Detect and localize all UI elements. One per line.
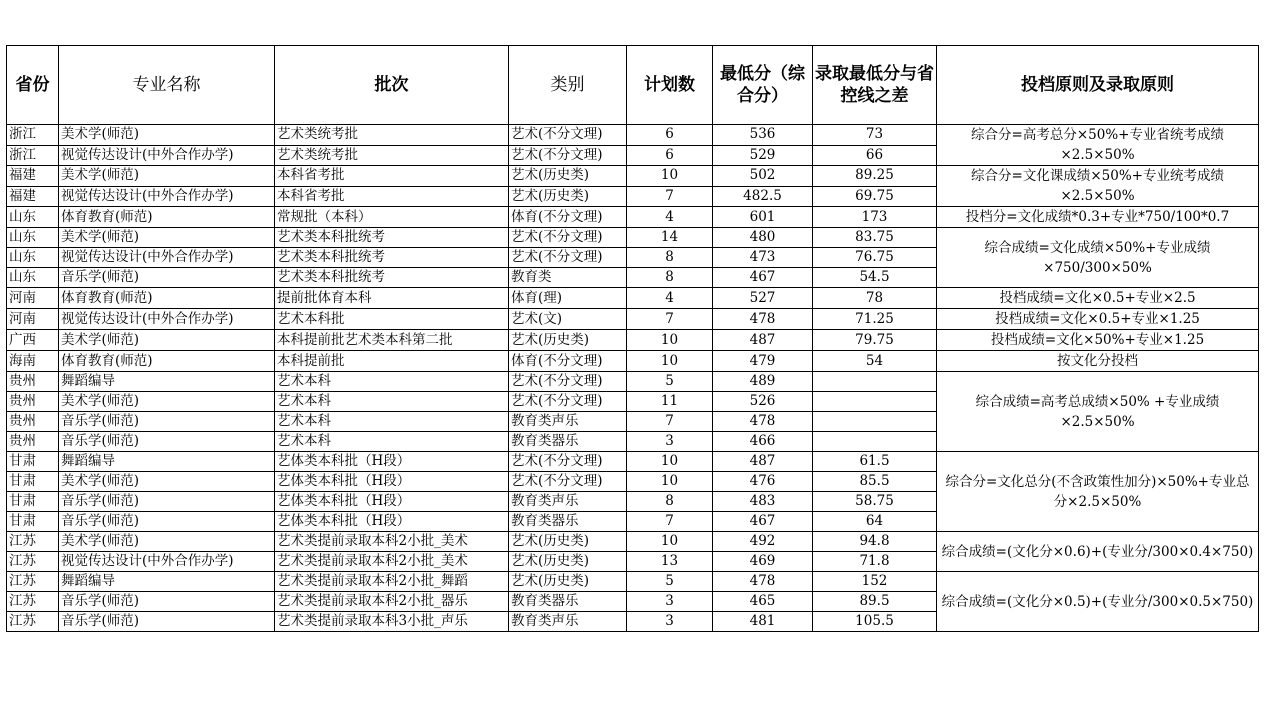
cell-rule: 投档成绩=文化×0.5+专业×1.25 bbox=[937, 309, 1259, 330]
cell-batch: 艺术类本科批统考 bbox=[275, 248, 509, 268]
table-row bbox=[7, 207, 1259, 228]
cell-rule: 投档分=文化成绩*0.3+专业*750/100*0.7 bbox=[937, 207, 1259, 228]
cell-batch: 艺术本科 bbox=[275, 372, 509, 392]
cell-plan: 5 bbox=[627, 572, 713, 592]
cell-category: 艺术(不分文理) bbox=[509, 145, 627, 166]
cell-category: 体育(不分文理) bbox=[509, 207, 627, 228]
cell-batch: 艺术本科 bbox=[275, 412, 509, 432]
cell-min: 478 bbox=[713, 412, 813, 432]
cell-category: 体育(理) bbox=[509, 288, 627, 309]
cell-batch: 本科省考批 bbox=[275, 166, 509, 187]
cell-category: 艺术(不分文理) bbox=[509, 452, 627, 472]
cell-plan: 10 bbox=[627, 452, 713, 472]
cell-diff: 54.5 bbox=[813, 268, 937, 288]
cell-min: 479 bbox=[713, 351, 813, 372]
cell-plan: 14 bbox=[627, 228, 713, 248]
cell-province: 山东 bbox=[7, 228, 59, 248]
cell-min: 529 bbox=[713, 145, 813, 166]
cell-min: 483 bbox=[713, 492, 813, 512]
cell-batch: 艺体类本科批（H段） bbox=[275, 452, 509, 472]
cell-major: 视觉传达设计(中外合作办学) bbox=[59, 186, 275, 207]
cell-diff: 85.5 bbox=[813, 472, 937, 492]
cell-major: 音乐学(师范) bbox=[59, 512, 275, 532]
cell-province: 浙江 bbox=[7, 145, 59, 166]
cell-batch: 艺术本科批 bbox=[275, 309, 509, 330]
cell-diff: 71.25 bbox=[813, 309, 937, 330]
cell-batch: 本科提前批 bbox=[275, 351, 509, 372]
cell-min: 487 bbox=[713, 452, 813, 472]
cell-min: 489 bbox=[713, 372, 813, 392]
cell-major: 美术学(师范) bbox=[59, 330, 275, 351]
cell-plan: 5 bbox=[627, 372, 713, 392]
cell-category: 教育类器乐 bbox=[509, 512, 627, 532]
cell-diff: 79.75 bbox=[813, 330, 937, 351]
cell-category: 体育(不分文理) bbox=[509, 351, 627, 372]
cell-batch: 艺体类本科批（H段） bbox=[275, 472, 509, 492]
header-category: 类别 bbox=[509, 46, 627, 125]
cell-min: 487 bbox=[713, 330, 813, 351]
cell-category: 艺术(历史类) bbox=[509, 572, 627, 592]
cell-plan: 7 bbox=[627, 186, 713, 207]
cell-plan: 7 bbox=[627, 309, 713, 330]
cell-diff bbox=[813, 392, 937, 412]
cell-province: 甘肃 bbox=[7, 512, 59, 532]
cell-category: 教育类器乐 bbox=[509, 592, 627, 612]
cell-min: 467 bbox=[713, 268, 813, 288]
cell-category: 教育类 bbox=[509, 268, 627, 288]
cell-category: 艺术(历史类) bbox=[509, 532, 627, 552]
cell-major: 体育教育(师范) bbox=[59, 288, 275, 309]
cell-plan: 3 bbox=[627, 612, 713, 632]
cell-major: 音乐学(师范) bbox=[59, 492, 275, 512]
cell-min: 527 bbox=[713, 288, 813, 309]
cell-province: 贵州 bbox=[7, 372, 59, 392]
cell-category: 艺术(文) bbox=[509, 309, 627, 330]
cell-diff bbox=[813, 412, 937, 432]
cell-diff: 76.75 bbox=[813, 248, 937, 268]
cell-min: 526 bbox=[713, 392, 813, 412]
cell-plan: 10 bbox=[627, 472, 713, 492]
header-diff: 录取最低分与省控线之差 bbox=[813, 46, 937, 125]
cell-plan: 7 bbox=[627, 412, 713, 432]
cell-province: 贵州 bbox=[7, 412, 59, 432]
cell-major: 音乐学(师范) bbox=[59, 612, 275, 632]
cell-batch: 艺术本科 bbox=[275, 392, 509, 412]
cell-plan: 13 bbox=[627, 552, 713, 572]
table-row bbox=[7, 572, 1259, 592]
cell-diff: 73 bbox=[813, 125, 937, 146]
cell-category: 教育类声乐 bbox=[509, 492, 627, 512]
cell-plan: 3 bbox=[627, 592, 713, 612]
cell-major: 体育教育(师范) bbox=[59, 351, 275, 372]
cell-major: 视觉传达设计(中外合作办学) bbox=[59, 145, 275, 166]
cell-category: 艺术(不分文理) bbox=[509, 372, 627, 392]
cell-plan: 8 bbox=[627, 248, 713, 268]
cell-batch: 艺术类统考批 bbox=[275, 145, 509, 166]
cell-diff: 78 bbox=[813, 288, 937, 309]
cell-rule: 综合成绩=(文化分×0.6)+(专业分/300×0.4×750) bbox=[937, 532, 1259, 572]
cell-diff: 69.75 bbox=[813, 186, 937, 207]
cell-diff bbox=[813, 372, 937, 392]
cell-batch: 艺术类统考批 bbox=[275, 125, 509, 146]
cell-plan: 7 bbox=[627, 512, 713, 532]
cell-diff: 173 bbox=[813, 207, 937, 228]
cell-category: 艺术(不分文理) bbox=[509, 392, 627, 412]
cell-province: 浙江 bbox=[7, 125, 59, 146]
cell-category: 艺术(不分文理) bbox=[509, 228, 627, 248]
cell-major: 视觉传达设计(中外合作办学) bbox=[59, 309, 275, 330]
cell-plan: 8 bbox=[627, 268, 713, 288]
cell-major: 舞蹈编导 bbox=[59, 452, 275, 472]
cell-min: 467 bbox=[713, 512, 813, 532]
header-plan: 计划数 bbox=[627, 46, 713, 125]
cell-province: 江苏 bbox=[7, 612, 59, 632]
cell-diff: 152 bbox=[813, 572, 937, 592]
cell-diff: 89.5 bbox=[813, 592, 937, 612]
cell-diff bbox=[813, 432, 937, 452]
cell-major: 舞蹈编导 bbox=[59, 372, 275, 392]
cell-batch: 艺术类提前录取本科2小批_美术 bbox=[275, 532, 509, 552]
cell-plan: 10 bbox=[627, 351, 713, 372]
cell-major: 美术学(师范) bbox=[59, 228, 275, 248]
cell-rule: 综合成绩=高考总成绩×50% +专业成绩×2.5×50% bbox=[937, 372, 1259, 452]
cell-province: 山东 bbox=[7, 268, 59, 288]
cell-major: 音乐学(师范) bbox=[59, 412, 275, 432]
table-row bbox=[7, 309, 1259, 330]
cell-province: 广西 bbox=[7, 330, 59, 351]
cell-province: 山东 bbox=[7, 207, 59, 228]
cell-category: 教育类器乐 bbox=[509, 432, 627, 452]
cell-major: 美术学(师范) bbox=[59, 166, 275, 187]
cell-batch: 艺术类提前录取本科2小批_舞蹈 bbox=[275, 572, 509, 592]
header-province: 省份 bbox=[7, 46, 59, 125]
cell-batch: 本科提前批艺术类本科第二批 bbox=[275, 330, 509, 351]
cell-batch: 常规批（本科） bbox=[275, 207, 509, 228]
cell-major: 音乐学(师范) bbox=[59, 592, 275, 612]
cell-plan: 6 bbox=[627, 125, 713, 146]
table-row bbox=[7, 532, 1259, 552]
cell-diff: 105.5 bbox=[813, 612, 937, 632]
cell-min: 469 bbox=[713, 552, 813, 572]
cell-major: 视觉传达设计(中外合作办学) bbox=[59, 552, 275, 572]
cell-province: 贵州 bbox=[7, 432, 59, 452]
cell-batch: 艺体类本科批（H段） bbox=[275, 492, 509, 512]
cell-category: 艺术(历史类) bbox=[509, 186, 627, 207]
header-row bbox=[7, 46, 1259, 125]
cell-min: 476 bbox=[713, 472, 813, 492]
cell-batch: 艺术类提前录取本科2小批_器乐 bbox=[275, 592, 509, 612]
cell-category: 教育类声乐 bbox=[509, 612, 627, 632]
cell-rule: 综合成绩=文化成绩×50%+专业成绩×750/300×50% bbox=[937, 228, 1259, 288]
cell-min: 478 bbox=[713, 309, 813, 330]
cell-province: 山东 bbox=[7, 248, 59, 268]
cell-diff: 71.8 bbox=[813, 552, 937, 572]
cell-batch: 艺术类本科批统考 bbox=[275, 228, 509, 248]
cell-province: 江苏 bbox=[7, 532, 59, 552]
cell-diff: 64 bbox=[813, 512, 937, 532]
cell-province: 江苏 bbox=[7, 572, 59, 592]
cell-min: 502 bbox=[713, 166, 813, 187]
cell-category: 艺术(不分文理) bbox=[509, 472, 627, 492]
cell-plan: 6 bbox=[627, 145, 713, 166]
cell-major: 美术学(师范) bbox=[59, 532, 275, 552]
cell-category: 艺术(不分文理) bbox=[509, 248, 627, 268]
cell-plan: 10 bbox=[627, 532, 713, 552]
cell-diff: 66 bbox=[813, 145, 937, 166]
table-row bbox=[7, 228, 1259, 248]
cell-province: 甘肃 bbox=[7, 472, 59, 492]
cell-province: 河南 bbox=[7, 288, 59, 309]
cell-province: 贵州 bbox=[7, 392, 59, 412]
table-row bbox=[7, 330, 1259, 351]
cell-batch: 艺术本科 bbox=[275, 432, 509, 452]
table-row bbox=[7, 351, 1259, 372]
admission-table bbox=[6, 45, 1259, 632]
table-row bbox=[7, 166, 1259, 187]
cell-province: 江苏 bbox=[7, 592, 59, 612]
cell-major: 视觉传达设计(中外合作办学) bbox=[59, 248, 275, 268]
cell-diff: 89.25 bbox=[813, 166, 937, 187]
cell-diff: 61.5 bbox=[813, 452, 937, 472]
cell-plan: 10 bbox=[627, 166, 713, 187]
cell-province: 江苏 bbox=[7, 552, 59, 572]
cell-batch: 艺术类本科批统考 bbox=[275, 268, 509, 288]
table-row bbox=[7, 372, 1259, 392]
cell-rule: 投档成绩=文化×50%+专业×1.25 bbox=[937, 330, 1259, 351]
cell-diff: 83.75 bbox=[813, 228, 937, 248]
cell-province: 河南 bbox=[7, 309, 59, 330]
table-row bbox=[7, 288, 1259, 309]
header-rule: 投档原则及录取原则 bbox=[937, 46, 1259, 125]
cell-category: 艺术(历史类) bbox=[509, 552, 627, 572]
cell-batch: 艺体类本科批（H段） bbox=[275, 512, 509, 532]
cell-diff: 54 bbox=[813, 351, 937, 372]
cell-diff: 94.8 bbox=[813, 532, 937, 552]
cell-plan: 11 bbox=[627, 392, 713, 412]
cell-min: 536 bbox=[713, 125, 813, 146]
cell-batch: 本科省考批 bbox=[275, 186, 509, 207]
cell-plan: 4 bbox=[627, 207, 713, 228]
cell-major: 舞蹈编导 bbox=[59, 572, 275, 592]
cell-rule: 按文化分投档 bbox=[937, 351, 1259, 372]
cell-province: 海南 bbox=[7, 351, 59, 372]
cell-province: 甘肃 bbox=[7, 492, 59, 512]
cell-min: 473 bbox=[713, 248, 813, 268]
cell-rule: 综合分=文化课成绩×50%+专业统考成绩×2.5×50% bbox=[937, 166, 1259, 207]
cell-major: 音乐学(师范) bbox=[59, 268, 275, 288]
cell-category: 教育类声乐 bbox=[509, 412, 627, 432]
cell-plan: 4 bbox=[627, 288, 713, 309]
cell-plan: 8 bbox=[627, 492, 713, 512]
cell-min: 480 bbox=[713, 228, 813, 248]
cell-min: 478 bbox=[713, 572, 813, 592]
cell-major: 美术学(师范) bbox=[59, 472, 275, 492]
header-major: 专业名称 bbox=[59, 46, 275, 125]
cell-category: 艺术(历史类) bbox=[509, 330, 627, 351]
header-batch: 批次 bbox=[275, 46, 509, 125]
cell-diff: 58.75 bbox=[813, 492, 937, 512]
cell-rule: 综合分=文化总分(不含政策性加分)×50%+专业总分×2.5×50% bbox=[937, 452, 1259, 532]
header-min-score: 最低分（综合分） bbox=[713, 46, 813, 125]
table-row bbox=[7, 125, 1259, 146]
cell-min: 466 bbox=[713, 432, 813, 452]
cell-province: 福建 bbox=[7, 186, 59, 207]
cell-rule: 综合成绩=(文化分×0.5)+(专业分/300×0.5×750) bbox=[937, 572, 1259, 632]
cell-min: 481 bbox=[713, 612, 813, 632]
cell-min: 492 bbox=[713, 532, 813, 552]
cell-major: 美术学(师范) bbox=[59, 392, 275, 412]
cell-plan: 3 bbox=[627, 432, 713, 452]
cell-min: 465 bbox=[713, 592, 813, 612]
cell-min: 601 bbox=[713, 207, 813, 228]
cell-rule: 综合分=高考总分×50%+专业省统考成绩×2.5×50% bbox=[937, 125, 1259, 166]
cell-province: 甘肃 bbox=[7, 452, 59, 472]
cell-rule: 投档成绩=文化×0.5+专业×2.5 bbox=[937, 288, 1259, 309]
cell-batch: 提前批体育本科 bbox=[275, 288, 509, 309]
cell-min: 482.5 bbox=[713, 186, 813, 207]
cell-major: 体育教育(师范) bbox=[59, 207, 275, 228]
cell-province: 福建 bbox=[7, 166, 59, 187]
table-row bbox=[7, 452, 1259, 472]
cell-batch: 艺术类提前录取本科2小批_美术 bbox=[275, 552, 509, 572]
cell-category: 艺术(不分文理) bbox=[509, 125, 627, 146]
cell-category: 艺术(历史类) bbox=[509, 166, 627, 187]
cell-major: 音乐学(师范) bbox=[59, 432, 275, 452]
cell-batch: 艺术类提前录取本科3小批_声乐 bbox=[275, 612, 509, 632]
cell-plan: 10 bbox=[627, 330, 713, 351]
cell-major: 美术学(师范) bbox=[59, 125, 275, 146]
table-body bbox=[7, 125, 1259, 632]
